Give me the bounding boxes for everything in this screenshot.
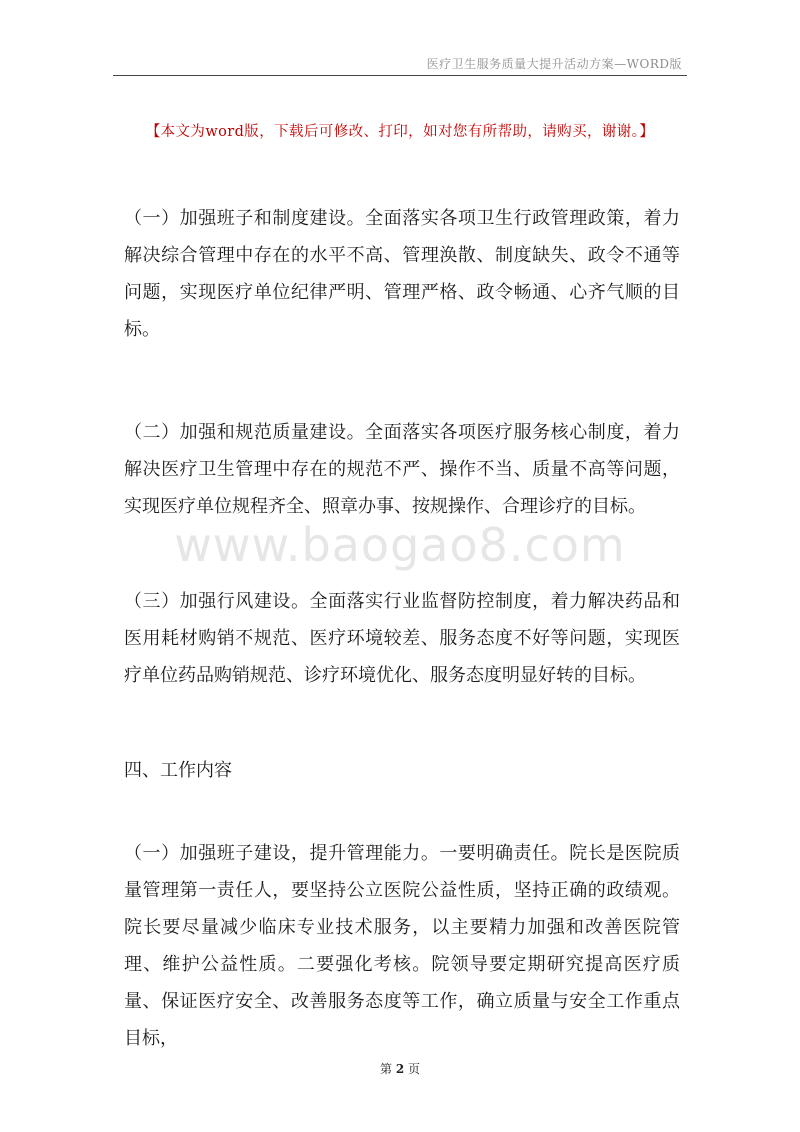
page-footer xyxy=(0,1060,800,1077)
page-label-prefix: 第 xyxy=(379,1062,392,1076)
purchase-notice: 【本文为word版，下载后可修改、打印，如对您有所帮助，请购买，谢谢。】 xyxy=(145,124,655,140)
paragraph-2: （二）加强和规范质量建设。全面落实各项医疗服务核心制度，着力解决医疗卫生管理中存在的规范不严、操作不当、质量不高等问题，实现医疗单位规程齐全、照章办事、按规操作、合理诊疗的目标。 xyxy=(124,422,680,517)
page-label-suffix: 页 xyxy=(408,1062,421,1076)
section-heading: 四、工作内容 xyxy=(124,760,232,781)
page-number: 2 xyxy=(395,1062,405,1076)
paragraph-4: （一）加强班子建设，提升管理能力。一要明确责任。院长是医院质量管理第一责任人，要坚持公立医院公益性质，坚持正确的政绩观。院长要尽量减少临床专业技术服务，以主要精力加强和改善医院管理、维护公益性质。二要强化考核。院领导要定期研究提高医疗质量、保证医疗安全、改善服务态度等工作，确立质量与安全工作重点目标， xyxy=(124,843,680,1049)
header-divider xyxy=(113,75,687,76)
paragraph-3: （三）加强行风建设。全面落实行业监督防控制度，着力解决药品和医用耗材购销不规范、医疗环境较差、服务态度不好等问题，实现医疗单位药品购销规范、诊疗环境优化、服务态度明显好转的目标。 xyxy=(124,591,680,686)
header-title: 医疗卫生服务质量大提升活动方案—WORD版 xyxy=(426,57,682,71)
watermark: www.baogao8.com xyxy=(174,518,626,572)
paragraph-1: （一）加强班子和制度建设。全面落实各项卫生行政管理政策，着力解决综合管理中存在的水平不高、管理涣散、制度缺失、政令不通等问题，实现医疗单位纪律严明、管理严格、政令畅通、心齐气顺的目标。 xyxy=(124,208,680,340)
